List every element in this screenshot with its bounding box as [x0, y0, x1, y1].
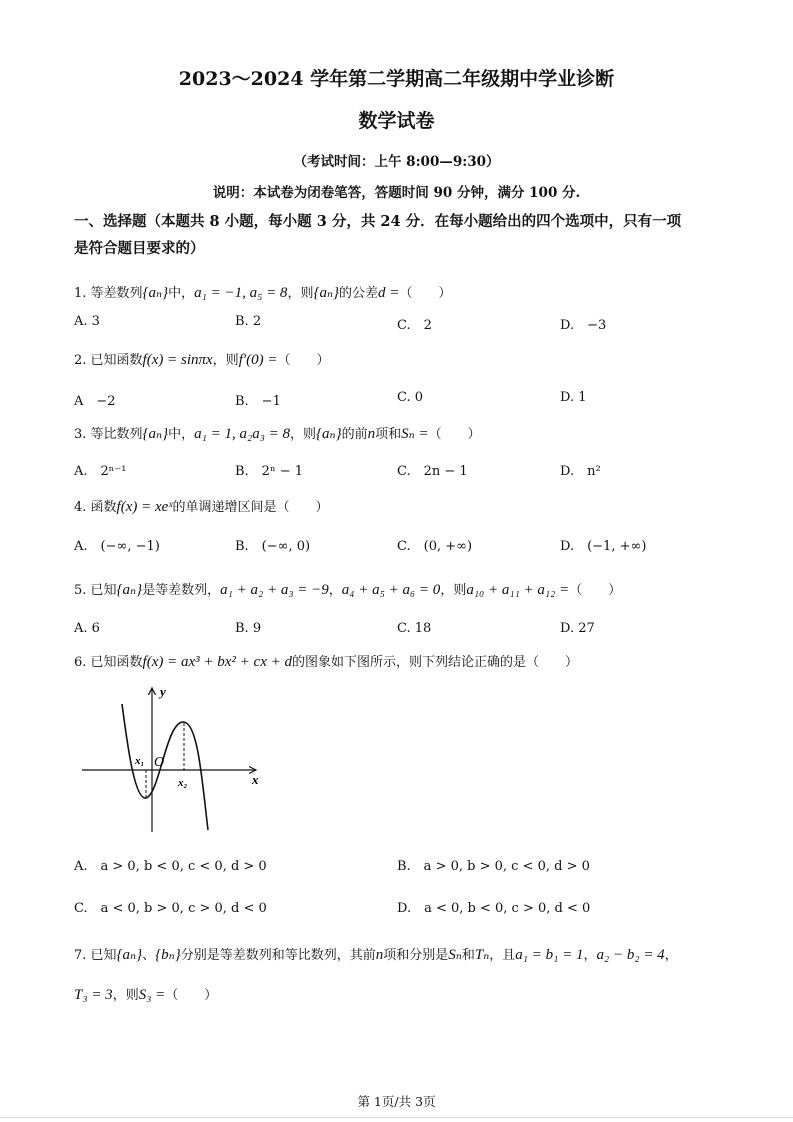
- subject-title: 数学试卷: [358, 110, 435, 132]
- x1-label: x₁: [135, 755, 145, 767]
- page-number: 第 1页/共 3页: [357, 1094, 436, 1109]
- q4-option-c[interactable]: C. (0, +∞): [397, 539, 473, 554]
- x-axis-label: x: [252, 772, 259, 787]
- q1-option-d[interactable]: D. −3: [560, 318, 607, 333]
- q3-option-c[interactable]: C. 2n − 1: [397, 464, 468, 479]
- q4-option-a[interactable]: A. (−∞, −1): [74, 539, 160, 554]
- bottom-divider: [0, 1117, 793, 1118]
- question-4: 4. 函数f(x) = xeˣ的单调递增区间是（ ）: [74, 499, 329, 515]
- q1-option-b[interactable]: B. 2: [235, 314, 262, 329]
- exam-title: 2023～2024 学年第二学期高二年级期中学业诊断: [178, 68, 615, 90]
- question-6: 6. 已知函数f(x) = ax³ + bx² + cx + d的图象如下图所示，则下列结论正确的是（ ）: [74, 654, 578, 670]
- x2-label: x₂: [178, 777, 188, 789]
- section-heading-line1: 一、选择题（本题共 8 小题，每小题 3 分，共 24 分．在每小题给出的四个选项中，只有一项: [74, 213, 682, 230]
- q5-option-c[interactable]: C. 18: [397, 621, 432, 636]
- q2-option-c[interactable]: C. 0: [397, 390, 424, 405]
- q2-option-b[interactable]: B. −1: [235, 394, 281, 409]
- q6-option-c[interactable]: C. a < 0, b > 0, c > 0, d < 0: [74, 901, 267, 916]
- origin-label: O: [154, 755, 165, 770]
- question-1: 1. 等差数列{aₙ}中，a₁ = −1, a₅ = 8，则{aₙ}的公差d =（ ）: [74, 285, 452, 301]
- question-3: 3. 等比数列{aₙ}中，a₁ = 1, a₂a₃ = 8，则{aₙ}的前n项和Sₙ =（ ）: [74, 426, 481, 442]
- q2-option-d[interactable]: D. 1: [560, 390, 587, 405]
- q6-option-b[interactable]: B. a > 0, b > 0, c < 0, d > 0: [397, 859, 590, 874]
- q3-option-b[interactable]: B. 2ⁿ − 1: [235, 464, 304, 479]
- question-5: 5. 已知{aₙ}是等差数列，a₁ + a₂ + a₃ = −9，a₄ + a₅ + a₆ = 0，则a₁₀ + a₁₁ + a₁₂ =（ ）: [74, 582, 622, 598]
- q1-option-c[interactable]: C. 2: [397, 318, 432, 333]
- q6-option-d[interactable]: D. a < 0, b < 0, c > 0, d < 0: [397, 901, 591, 916]
- q3-option-d[interactable]: D. n²: [560, 464, 601, 479]
- q5-option-d[interactable]: D. 27: [560, 621, 595, 636]
- q4-option-b[interactable]: B. (−∞, 0): [235, 539, 311, 554]
- q5-option-a[interactable]: A. 6: [74, 621, 100, 636]
- q4-option-d[interactable]: D. (−1, +∞): [560, 539, 647, 554]
- q2-option-a[interactable]: A −2: [74, 394, 116, 409]
- q5-option-b[interactable]: B. 9: [235, 621, 262, 636]
- question-2: 2. 已知函数f(x) = sinπx，则f′(0) =（ ）: [74, 352, 330, 368]
- question-7-line2: T₃ = 3，则S₃ =（ ）: [74, 987, 218, 1003]
- function-curve: [122, 704, 208, 830]
- question-7: 7. 已知{aₙ}、{bₙ}分别是等差数列和等比数列，其前n项和分别是Sₙ和Tₙ，且a₁ = b₁ = 1，a₂ − b₂ = 4，: [74, 947, 678, 963]
- section-heading: [74, 208, 734, 262]
- q1-option-a[interactable]: A. 3: [74, 314, 100, 329]
- exam-time: （考试时间：上午 8:00—9:30）: [293, 154, 500, 170]
- y-axis-label: y: [160, 684, 166, 699]
- q6-option-a[interactable]: A. a > 0, b < 0, c < 0, d > 0: [74, 859, 267, 874]
- exam-instructions: 说明：本试卷为闭卷笔答，答题时间 90 分钟，满分 100 分.: [212, 185, 581, 201]
- section-heading-line2: 是符合题目要求的）: [74, 240, 205, 257]
- cubic-function-graph: [80, 680, 270, 840]
- q3-option-a[interactable]: A. 2ⁿ⁻¹: [74, 464, 127, 479]
